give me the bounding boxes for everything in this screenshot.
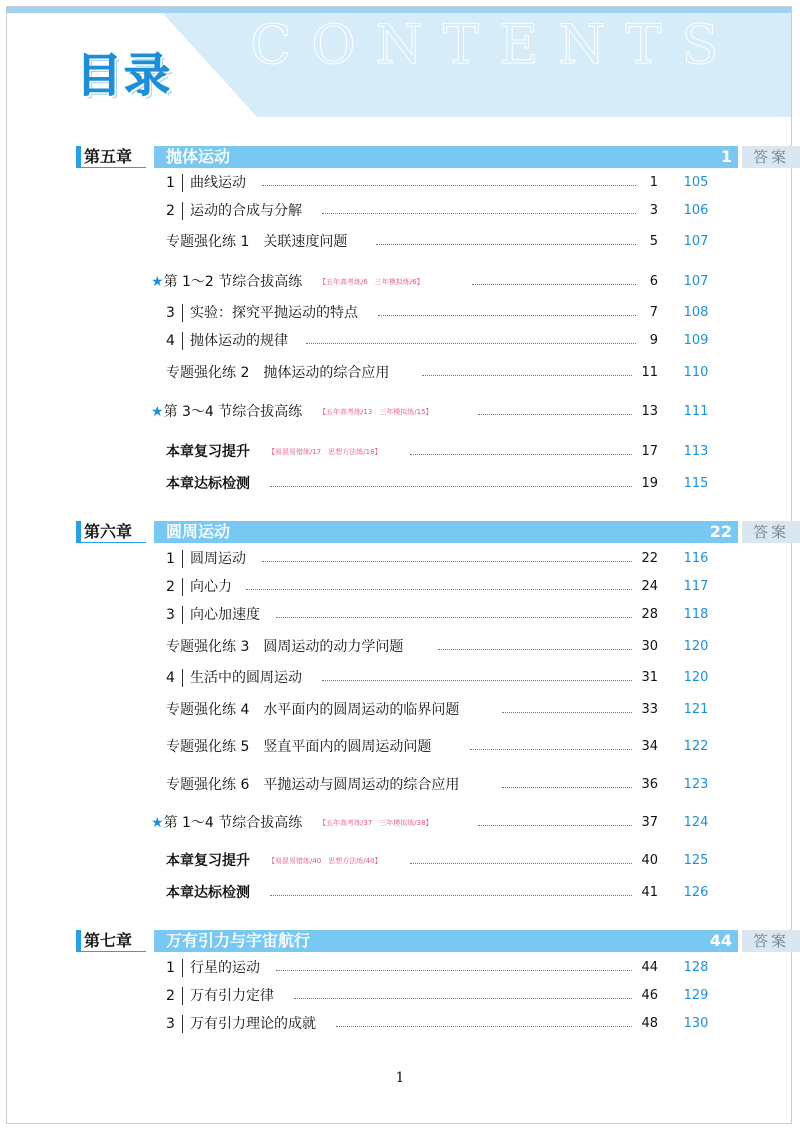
answer-page: 120 [683,639,709,654]
section-number: 3 [166,1016,175,1032]
chapter-page: 1 [720,147,732,166]
answer-page: 125 [683,853,709,868]
page-title: 目录 [76,48,172,102]
divider [182,174,183,192]
section-number: 1 [166,551,175,567]
answer-page: 113 [683,444,709,459]
entry-title: 专题强化练 4 水平面内的圆周运动的临界问题 [166,702,460,718]
leader-dots [478,414,632,415]
entry-subtitle: 【易混易错练/17 思想方法练/18】 [268,448,382,456]
answer-page: 111 [683,404,709,419]
answer-page: 109 [683,333,709,348]
leader-dots [306,343,636,344]
section-number: 2 [166,579,175,595]
answer-page: 124 [683,815,709,830]
toc-entry[interactable] [0,1012,800,1036]
contents-watermark: CONTENTS [250,13,739,76]
answer-page: 123 [683,777,709,792]
toc-entry[interactable] [0,603,800,627]
entry-title: 本章复习提升 [166,444,250,460]
divider [182,550,183,568]
leader-dots [262,185,636,186]
entry-title: 曲线运动 [190,175,246,191]
leader-dots [376,244,636,245]
entry-title: 实验：探究平抛运动的特点 [190,305,358,321]
entry-page: 40 [641,853,658,868]
chapter-name: 万有引力与宇宙航行 [166,931,311,950]
answer-label: 答案 [742,930,800,952]
entry-subtitle: 【五年高考练/6 三年模拟练/6】 [319,278,424,286]
leader-dots [270,486,632,487]
entry-page: 17 [641,444,658,459]
entry-page: 36 [641,777,658,792]
entry-title: 专题强化练 3 圆周运动的动力学问题 [166,639,404,655]
entry-page: 5 [649,234,658,249]
entry-title: 万有引力定律 [190,988,274,1004]
entry-title-text: 第 1～2 节综合拔高练 [163,274,303,290]
chapter-label: 第六章 [76,521,146,543]
leader-dots [276,617,632,618]
toc-entry[interactable] [0,230,800,254]
toc-entry[interactable] [0,575,800,599]
answer-page: 120 [683,670,709,685]
divider [182,332,183,350]
entry-page: 11 [641,365,658,380]
entry-title: 向心力 [190,579,232,595]
entry-page: 24 [641,579,658,594]
leader-dots [438,649,632,650]
chapter-label: 第五章 [76,146,146,168]
answer-page: 130 [683,1016,709,1031]
leader-dots [378,315,636,316]
toc-entry[interactable] [0,361,800,385]
answer-page: 122 [683,739,709,754]
entry-title [151,400,302,424]
answer-page: 117 [683,579,709,594]
divider [182,987,183,1005]
leader-dots [294,998,632,999]
leader-dots [470,749,632,750]
toc-entry[interactable] [0,881,800,905]
chapter-page: 44 [709,931,732,950]
entry-title-text: 第 1～4 节综合拔高练 [163,815,303,831]
entry-subtitle: 【五年高考练/37 三年模拟练/38】 [319,819,433,827]
entry-page: 46 [641,988,658,1003]
answer-page: 128 [683,960,709,975]
toc-entry[interactable] [0,301,800,325]
entry-title: 本章达标检测 [166,476,250,492]
leader-dots [336,1026,632,1027]
section-number: 1 [166,175,175,191]
entry-title-text: 第 3～4 节综合拔高练 [163,404,303,420]
toc-entry[interactable] [0,698,800,722]
divider [182,304,183,322]
answer-page: 115 [683,476,709,491]
entry-page: 19 [641,476,658,491]
leader-dots [410,454,632,455]
section-number: 3 [166,305,175,321]
entry-title: 向心加速度 [190,607,260,623]
leader-dots [422,375,632,376]
entry-page: 33 [641,702,658,717]
entry-title: 圆周运动 [190,551,246,567]
toc-entry[interactable] [0,171,800,195]
answer-page: 110 [683,365,709,380]
entry-title: 万有引力理论的成就 [190,1016,316,1032]
answer-page: 107 [683,274,709,289]
entry-title: 抛体运动的规律 [190,333,288,349]
answer-page: 108 [683,305,709,320]
leader-dots [322,213,636,214]
toc-entry[interactable] [0,547,800,571]
answer-page: 121 [683,702,709,717]
star-icon: ★ [151,274,164,290]
entry-subtitle: 【易混易错练/40 思想方法练/40】 [268,857,382,865]
toc-entry[interactable] [0,735,800,759]
entry-page: 22 [641,551,658,566]
entry-page: 37 [641,815,658,830]
entry-title: 行星的运动 [190,960,260,976]
leader-dots [478,825,632,826]
divider [182,606,183,624]
leader-dots [322,680,632,681]
star-icon: ★ [151,404,164,420]
entry-title: 本章达标检测 [166,885,250,901]
answer-page: 129 [683,988,709,1003]
toc-entry[interactable] [0,635,800,659]
divider [182,669,183,687]
entry-page: 34 [641,739,658,754]
leader-dots [246,589,632,590]
section-number: 1 [166,960,175,976]
toc-entry[interactable] [0,440,800,464]
toc-entry[interactable] [0,811,800,835]
entry-page: 6 [649,274,658,289]
leader-dots [502,787,632,788]
toc-entry[interactable] [0,270,800,294]
toc-entry[interactable] [0,849,800,873]
leader-dots [502,712,632,713]
entry-page: 9 [649,333,658,348]
divider [182,1015,183,1033]
toc-entry[interactable] [0,400,800,424]
leader-dots [270,895,632,896]
entry-page: 44 [641,960,658,975]
entry-page: 28 [641,607,658,622]
entry-page: 31 [641,670,658,685]
leader-dots [472,284,636,285]
toc-entry[interactable] [0,666,800,690]
entry-subtitle: 【五年高考练/13 三年模拟练/15】 [319,408,433,416]
section-number: 4 [166,333,175,349]
entry-title: 专题强化练 6 平抛运动与圆周运动的综合应用 [166,777,460,793]
entry-page: 1 [649,175,658,190]
answer-page: 126 [683,885,709,900]
chapter-bar[interactable] [154,146,738,168]
answer-label: 答案 [742,146,800,168]
entry-title: 专题强化练 1 关联速度问题 [166,234,348,250]
toc-entry[interactable] [0,199,800,223]
divider [182,202,183,220]
section-number: 2 [166,203,175,219]
entry-title: 专题强化练 2 抛体运动的综合应用 [166,365,390,381]
toc-entry[interactable] [0,956,800,980]
page-number: 1 [395,1070,405,1086]
entry-page: 7 [649,305,658,320]
leader-dots [262,561,632,562]
section-number: 3 [166,607,175,623]
entry-title: 运动的合成与分解 [190,203,302,219]
toc-entry[interactable] [0,329,800,353]
answer-page: 107 [683,234,709,249]
entry-page: 48 [641,1016,658,1031]
leader-dots [276,970,632,971]
entry-page: 41 [641,885,658,900]
toc-entry[interactable] [0,472,800,496]
entry-title: 本章复习提升 [166,853,250,869]
answer-page: 105 [683,175,709,190]
entry-title: 专题强化练 5 竖直平面内的圆周运动问题 [166,739,432,755]
chapter-bar[interactable] [154,521,738,543]
star-icon: ★ [151,815,164,831]
section-number: 4 [166,670,175,686]
section-number: 2 [166,988,175,1004]
divider [182,959,183,977]
entry-page: 30 [641,639,658,654]
chapter-bar[interactable] [154,930,738,952]
answer-page: 116 [683,551,709,566]
answer-label: 答案 [742,521,800,543]
answer-page: 106 [683,203,709,218]
chapter-name: 圆周运动 [166,522,231,541]
entry-title [151,270,302,294]
toc-entry[interactable] [0,773,800,797]
entry-page: 13 [641,404,658,419]
divider [182,578,183,596]
chapter-page: 22 [709,522,732,541]
leader-dots [410,863,632,864]
entry-title: 生活中的圆周运动 [190,670,302,686]
answer-page: 118 [683,607,709,622]
entry-title [151,811,302,835]
chapter-name: 抛体运动 [166,147,231,166]
chapter-label: 第七章 [76,930,146,952]
entry-page: 3 [649,203,658,218]
toc-entry[interactable] [0,984,800,1008]
